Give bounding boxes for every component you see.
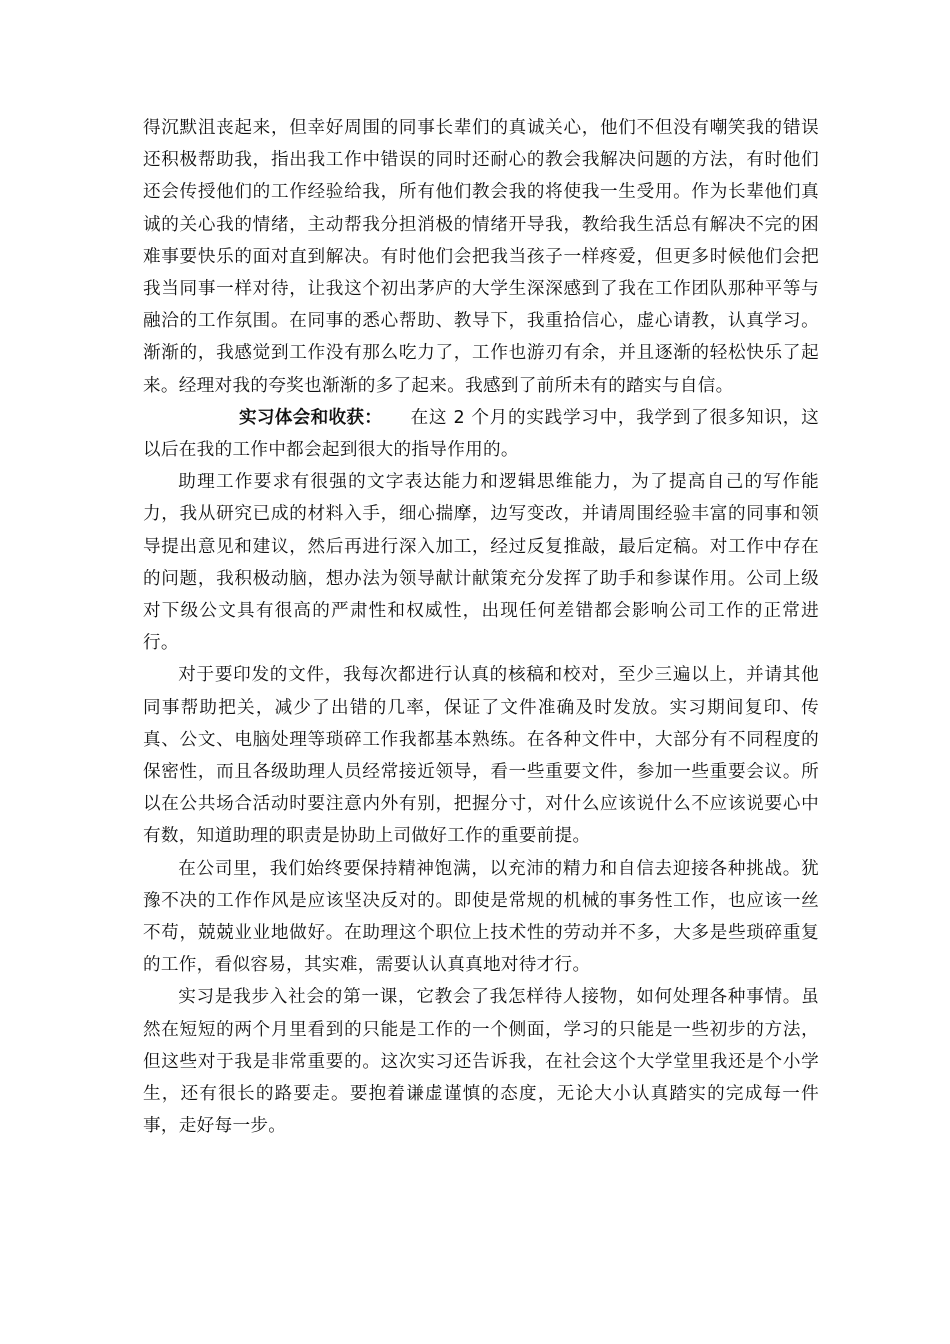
document-body (143, 112, 819, 1143)
paragraph-conclusion: 实习是我步入社会的第一课，它教会了我怎样待人接物，如何处理各种事情。虽然在短短的两个月里看到的只能是工作的一个侧面，学习的只能是一些初步的方法，但这些对于我是非常重要的。这次实习还告诉我，在社会这个大学堂里我还是个小学生，还有很长的路要走。要抱着谦虚谨慎的态度，无论大小认真踏实的完成每一件事，走好每一步。 (143, 987, 819, 1137)
section-intro-text: 在这 2 个月的实践学习中，我学到了很多知识，这以后在我的工作中都会起到很大的指导作用的。 (143, 407, 819, 461)
paragraph-document-handling: 对于要印发的文件，我每次都进行认真的核稿和校对，至少三遍以上，并请其他同事帮助把关，减少了出错的几率，保证了文件准确及时发放。实习期间复印、传真、公文、电脑处理等琐碎工作我都基本熟练。在各种文件中，大部分有不同程度的保密性，而且各级助理人员经常接近领导，看一些重要文件，参加一些重要会议。所以在公共场合活动时要注意内外有别，把握分寸，对什么应该说什么不应该说要心中有数，知道助理的职责是协助上司做好工作的重要前提。 (143, 665, 819, 847)
paragraph-writing-skills: 助理工作要求有很强的文字表达能力和逻辑思维能力，为了提高自己的写作能力，我从研究已成的材料入手，细心揣摩，边写变改，并请周围经验丰富的同事和领导提出意见和建议，然后再进行深入加工，经过反复推敲，最后定稿。对工作中存在的问题，我积极动脑，想办法为领导献计献策充分发挥了助手和参谋作用。公司上级对下级公文具有很高的严肃性和权威性，出现任何差错都会影响公司工作的正常进行。 (143, 472, 819, 654)
paragraph-work-attitude: 在公司里，我们始终要保持精神饱满，以充沛的精力和自信去迎接各种挑战。犹豫不决的工作作风是应该坚决反对的。即使是常规的机械的事务性工作，也应该一丝不苟，兢兢业业地做好。在助理这个职位上技术性的劳动并不多，大多是些琐碎重复的工作，看似容易，其实难，需要认认真真地对待才行。 (143, 858, 819, 976)
paragraph-continuation: 得沉默沮丧起来，但幸好周围的同事长辈们的真诚关心，他们不但没有嘲笑我的错误还积极帮助我，指出我工作中错误的同时还耐心的教会我解决问题的方法，有时他们还会传授他们的工作经验给我，所有他们教会我的将使我一生受用。作为长辈他们真诚的关心我的情绪，主动帮我分担消极的情绪开导我，教给我生活总有解决不完的困难事要快乐的面对直到解决。有时他们会把我当孩子一样疼爱，但更多时候他们会把我当同事一样对待，让我这个初出茅庐的大学生深深感到了我在工作团队那种平等与融洽的工作氛围。在同事的悉心帮助、教导下，我重拾信心，虚心请教，认真学习。渐渐的，我感觉到工作没有那么吃力了，工作也游刃有余，并且逐渐的轻松快乐了起来。经理对我的夸奖也渐渐的多了起来。我感到了前所未有的踏实与自信。 (143, 118, 819, 396)
section-heading: 实习体会和收获： (239, 407, 383, 428)
section-intro-paragraph (143, 402, 819, 466)
